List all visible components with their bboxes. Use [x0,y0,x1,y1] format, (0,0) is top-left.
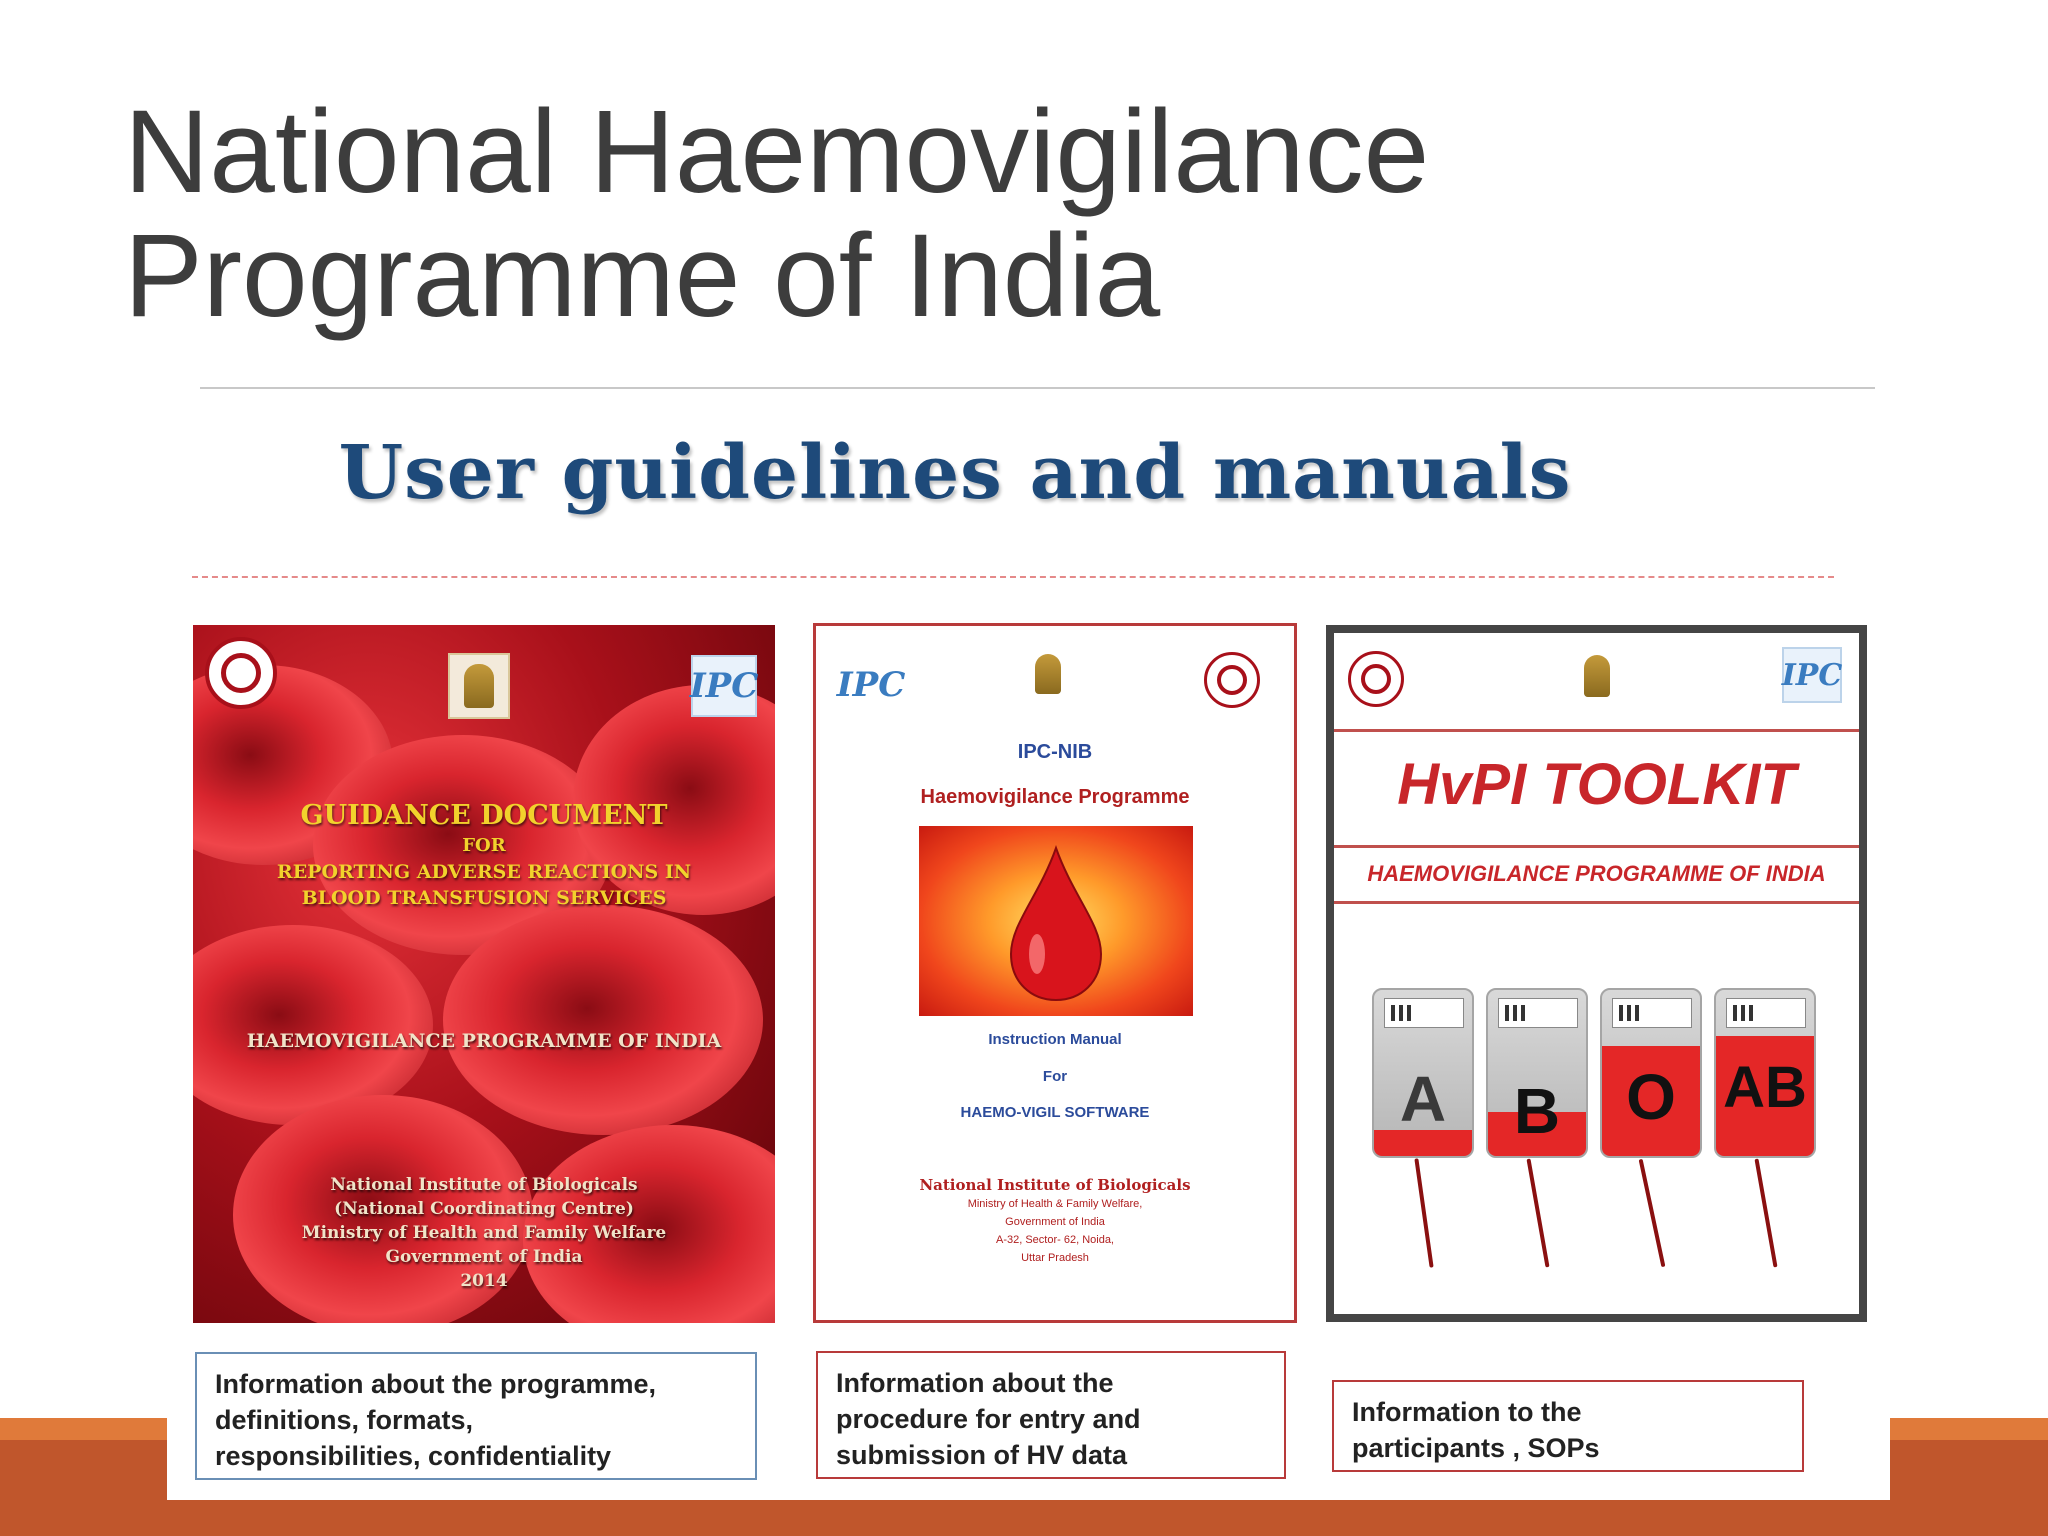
ipc-logo-icon: IPC [691,655,757,717]
guidance-document-for: FOR [462,835,506,856]
guidance-document-institute-line1: National Institute of Biologicals [330,1175,638,1195]
instruction-manual-institute-line5: Uttar Pradesh [1021,1252,1089,1264]
instruction-manual-institute-line1: National Institute of Biologicals [919,1176,1191,1194]
guidance-document-title: GUIDANCE DOCUMENT [300,800,668,831]
caption-line: submission of HV data [836,1440,1128,1470]
blood-bag-tube [1639,1159,1666,1267]
hvpi-toolkit-cover [1326,625,1867,1322]
ipc-logo-icon: IPC [836,665,906,705]
caption-line: participants , SOPs [1352,1433,1600,1463]
national-emblem-icon [1574,647,1620,705]
blood-bag-a [1372,988,1474,1158]
blood-bag-tube [1754,1158,1777,1267]
blood-bag-b [1486,988,1588,1158]
blood-bag-tube [1414,1158,1433,1267]
footer-bar-bottom [0,1500,2048,1536]
toolkit-rule-top [1334,729,1859,732]
caption-line: Information to the [1352,1397,1582,1427]
caption-line: Information about the [836,1368,1114,1398]
blood-drop-icon [919,826,1193,1016]
nib-logo-icon [205,637,277,709]
guidance-document-institute-line3: Ministry of Health and Family Welfare [301,1223,667,1243]
caption-hvpi-toolkit [1332,1380,1804,1472]
toolkit-rule-mid [1334,845,1859,848]
instruction-manual-cover [813,623,1297,1323]
ipc-logo-icon: IPC [1782,647,1842,703]
blood-group-ab: AB [1723,1055,1807,1120]
slide-title-line1: National Haemovigilance [124,86,1430,218]
caption-line: procedure for entry and [836,1404,1141,1434]
blood-group-a: A [1399,1063,1447,1135]
blood-cell-image [443,905,763,1135]
blood-drop-image [919,826,1193,1016]
national-emblem-icon [448,653,510,719]
guidance-document-institute-line2: (National Coordinating Centre) [334,1199,634,1219]
instruction-manual-institute-line2: Ministry of Health & Family Welfare, [967,1198,1143,1210]
nib-logo-icon [1348,651,1404,707]
caption-guidance-document [195,1352,757,1480]
blood-bag-ab [1714,988,1816,1158]
title-divider [200,387,1875,389]
slide-title [124,86,1824,342]
instruction-manual-line2: For [1042,1068,1068,1085]
slide-title-line2: Programme of India [124,210,1161,342]
blood-group-b: B [1513,1075,1561,1147]
instruction-manual-institute-line3: Government of India [1005,1216,1105,1228]
caption-line: Information about the programme, [215,1369,657,1399]
toolkit-rule-bottom [1334,901,1859,904]
guidance-document-institute-line4: Government of India [385,1247,583,1267]
blood-bag-o [1600,988,1702,1158]
instruction-manual-line3: HAEMO-VIGIL SOFTWARE [960,1104,1150,1121]
instruction-manual-institute-line4: A-32, Sector- 62, Noida, [995,1234,1114,1246]
instruction-manual-line1: Instruction Manual [988,1031,1122,1048]
guidance-document-cover [193,625,775,1323]
guidance-document-subtitle-line2: BLOOD TRANSFUSION SERVICES [301,887,667,909]
caption-instruction-manual [816,1351,1286,1479]
instruction-manual-programme: Haemovigilance Programme [920,786,1190,808]
guidance-document-subtitle-line1: REPORTING ADVERSE REACTIONS IN [276,861,692,883]
caption-line: definitions, formats, [215,1405,474,1435]
section-heading: User guidelines and manuals [338,430,1572,516]
guidance-document-year: 2014 [460,1271,508,1291]
guidance-document-programme: HAEMOVIGILANCE PROGRAMME OF INDIA [246,1030,722,1052]
hvpi-toolkit-subtitle: HAEMOVIGILANCE PROGRAMME OF INDIA [1367,861,1826,886]
blood-group-o: O [1626,1061,1676,1133]
dashed-divider [192,576,1834,578]
national-emblem-icon [1024,646,1072,702]
caption-line: responsibilities, confidentiality [215,1441,612,1471]
hvpi-toolkit-title: HvPI TOOLKIT [1397,752,1796,817]
nib-logo-icon [1204,652,1260,708]
instruction-manual-org: IPC-NIB [1017,741,1093,763]
blood-bag-tube [1526,1158,1549,1267]
